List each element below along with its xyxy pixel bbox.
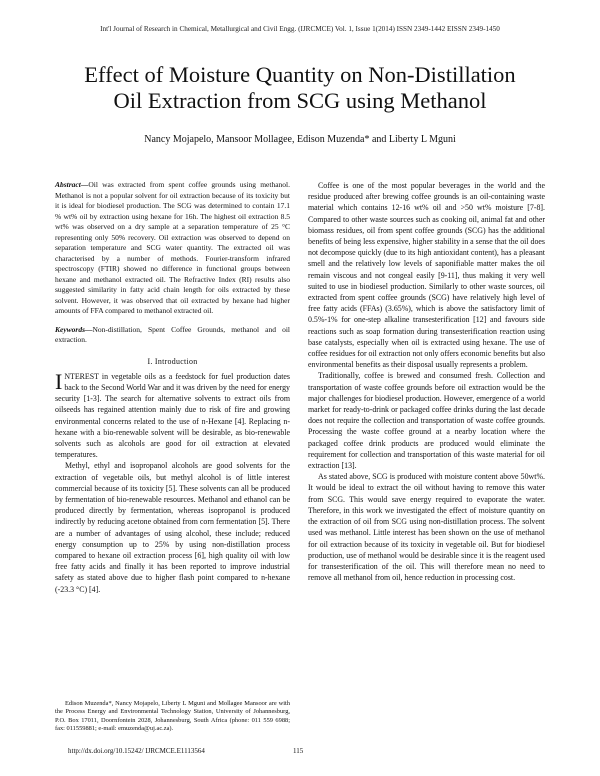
right-column (308, 180, 545, 583)
intro-paragraph-2: Methyl, ethyl and isopropanol alcohols are good solvents for the extraction of vegetable oils, but methyl alcohol is of little interest commercial because of its toxicity [5]. These solvents can all be produced by fermentation of bio-renewable resources. Methanol and ethanol can be produced directly by fermentation, whereas isopropanol is produced indirectly by reducing acetone obtained from corn fermentation [5]. There are a number of advantages of using alcohol, these include; reduced energy consumption up to 25% by using non-distillation process compared to hexane oil extraction process [6], high quality oil with low free fatty acids and finally it has been reported to improve industrial safety as stated above due to higher flash point compared to n-hexane (-23.3 °C) [4]. (55, 461, 290, 594)
section-heading: I. Introduction (147, 356, 198, 366)
intro-paragraph-1 (55, 368, 290, 461)
left-column (55, 180, 290, 595)
authors: Nancy Mojapelo, Mansoor Mollagee, Edison Muzenda* and Liberty L Mguni (144, 134, 456, 145)
right-paragraph-3: As stated above, SCG is produced with moisture content above 50wt%. It would be ideal to extract the oil without having to remove this water from SCG. This would save energy required to evaporate the water. Therefore, in this work we investigated the effect of moisture quantity on the extraction of oil from SCG using non-distillation process. The solvent used was methanol. Little interest has been shown on the use of methanol for oil extraction because of its toxicity in vegetable oil. But for biodiesel production, use of methanol would be desirable since it is the reagent used for transesterification of the oil. This will therefore mean no need to remove all methanol from oil, hence reduction in processing cost. (308, 472, 545, 583)
keywords (55, 325, 290, 346)
abstract-label: Abstract— (55, 180, 89, 189)
drop-cap: I (55, 368, 63, 394)
intro-paragraph-1-text: NTEREST in vegetable oils as a feedstock for fuel production dates back to the Second World War and it was driven by the need for energy security [1-3]. The search for alternative solvents to extract oils from oilseeds has regained attention mainly due to risk of fire and growing environmental concerns related to the use of n-Hexane [4]. Replacing n-hexane with a bio-renewable solvent will be desirable, as bio-renewable solvents such as alcohols are good for oil extraction at elevated temperatures. (55, 371, 290, 460)
title-line-1: Effect of Moisture Quantity on Non-Distillation (84, 62, 516, 87)
paper-title (40, 62, 560, 114)
abstract-text: Oil was extracted from spent coffee grounds using methanol. Methanol is not a popular solvent for oil extraction because of its toxicity but it is ideal for biodiesel production. The SCG was determined to contain 17.1 % wt% oil by extraction using hexane for 16h. The highest oil extraction 8.5 wt% was observed on a dry sample at a separation temperature of 25 °C representing only 50% recovery. Oil extraction was observed to depend on separation temperature and SCG water quantity. The extracted oil was characterised by a number of methods. Fourier-transform infrared spectroscopy (FTIR) showed no difference in functional groups between hexane and methanol extracted oil. The Refractive Index (RI) results also suggested similarity in fatty acid chain length for oils extracted by these solvent. However, it was observed that oil extracted by hexane had higher amounts of FFA compared to methanol extracted oil. (55, 180, 290, 315)
keywords-text: Non-distillation, Spent Coffee Grounds, methanol and oil extraction. (55, 324, 290, 344)
title-line-2: Oil Extraction from SCG using Methanol (113, 88, 487, 113)
keywords-label: Keywords— (55, 324, 93, 334)
journal-header: Int'l Journal of Research in Chemical, Metallurgical and Civil Engg. (IJRCMCE) Vol. 1, Issue 1(2014) ISSN 2349-1442 EISSN 2349-1450 (100, 25, 500, 33)
page-number: 115 (293, 747, 304, 755)
footnote-text: Edison Muzenda*, Nancy Mojapelo, Liberty L Mguni and Mollagee Mansoor are with the Process Energy and Environmental Technology Station, University of Johannesburg, P.O. Box 17011, Doornfontein 2028, Johannesburg, South Africa (phone: 011 559 6988; fax: 011559881; e-mail: emuzenda@uj.ac.za). (55, 700, 290, 733)
right-paragraph-1: Coffee is one of the most popular beverages in the world and the residue produced after brewing coffee grounds is an oil-containing waste material which contains 12-16 wt% oil and >50 wt% moisture [7-8]. Compared to other waste sources such as cooking oil, animal fat and other biomass residues, oil from spent coffee grounds (SCG) has the additional benefits of being less expensive, higher stability in a sense that the oil does not decompose quickly (due to its high antioxidant content), has a pleasant smell and the relatively low levels of saponifiable matter makes the oil remain viscous and not congeal easily [9-11], thus making it very well suited to use in biodiesel production. Similarly to other waste sources, oil extracted from spent coffee grounds (SCG) have relatively high level of free fatty acids (FFAs) (3.65%), which is above the satisfactory limit of 0.5%-1% for one-step alkaline transesterification [12] and favours side reactions such as soap formation during transesterification reaction using base catalysts, especially when oil is extracted using hexane. The use of coffee residues for oil extraction not only offers economic benefits but also environmental benefits as their disposal usually represents a problem. (308, 181, 546, 370)
author-footnote (55, 700, 290, 734)
abstract (55, 180, 290, 317)
doi-link[interactable]: http://dx.doi.org/10.15242/ IJRCMCE.E1113564 (68, 747, 205, 755)
right-paragraph-2: Traditionally, coffee is brewed and consumed fresh. Collection and transportation of waste coffee grounds before oil extraction would be the major challenges for biodiesel production. However, emergence of a world market for ready-to-drink or packaged coffee drinks during the last decade does not require the collection and transportation of waste coffee grounds. Processing the waste coffee ground at a nearby location where the packaged coffee drink products are produced would eliminate the requirement for collection and transportation of this waste material for oil extraction [13]. (308, 371, 545, 471)
